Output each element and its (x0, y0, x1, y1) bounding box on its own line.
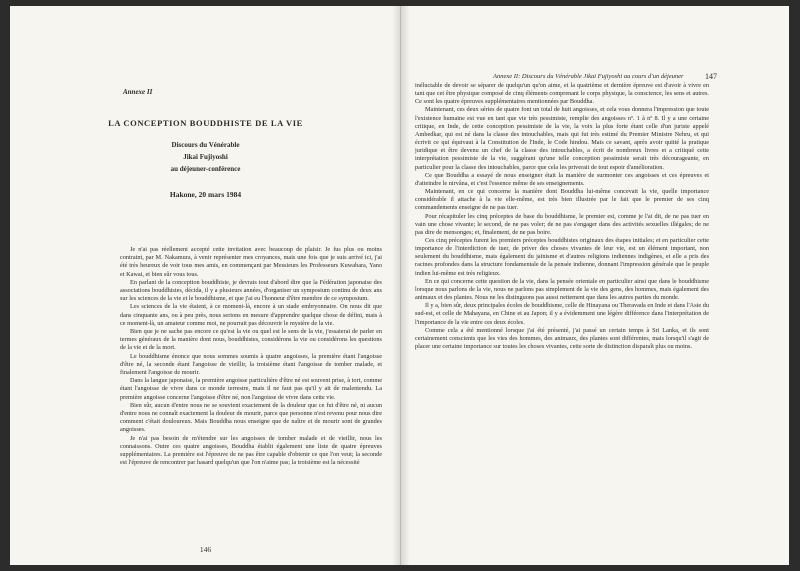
paragraph: Pour récapituler les cinq préceptes de base du bouddhisme, le premier est, comme je l'ai dit, de ne pas tuer en vain une chose vivante; le second, de ne pas voler; de ne pas s'engager dans des activités sexuelles illégales; de ne pas dire de mensonges; et, finalement, de ne pas boire. (415, 212, 709, 236)
paragraph: Je n'ai pas besoin de m'étendre sur les angoisses de tomber malade et de vieillir, nous les connaissons. Outre ces quatre angoisses, Bouddha établit également une liste de quatre épreuves supplémentaires. La première est l'épreuve de ne pas être capable d'obtenir ce que l'on veut; la seconde est l'épreuve de rencontrer par hasard quelqu'un que l'on n'aime pas; la troisième est la nécessité (120, 434, 382, 467)
document-title: LA CONCEPTION BOUDDHISTE DE LA VIE (108, 118, 303, 128)
paragraph: inéluctable de devoir se séparer de quelqu'un qu'on aime, et la quatrième et dernière épreuve est d'avoir à vivre en tant que cet être physique composé de cinq éléments comprenant le corps physique, la conscience, les sens et autres. Ce sont les quatre épreuves supplémentaires mentionnées par Bouddha. (415, 82, 709, 106)
left-page (10, 6, 401, 565)
paragraph: Maintenant, en ce qui concerne la manière dont Bouddha lui-même concevait la vie, quelle importance considérable il attache à la vie elle-même, est très bien illustrée par le fait que le premier de ses cinq commandements enseigne de ne pas tuer. (415, 188, 709, 212)
paragraph: Ce que Bouddha a essayé de nous enseigner était la manière de surmonter ces angoisses et ces épreuves et d'atteindre le nirvâna, et c'est l'essence même de ses enseignements. (415, 171, 709, 187)
annexe-label: Annexe II (123, 88, 153, 96)
paragraph: Il y a, bien sûr, deux principales écoles de bouddhisme, celle de Hinayana ou Theravada en Inde et dans l'Asie du sud-est, et celle de Mahayana, en Chine et au Japon; il y a évidemment une légère différence dans l'interprétation de l'importance de la vie entre ces deux écoles. (415, 302, 709, 326)
paragraph: Dans la langue japonaise, la première angoisse particulière d'être né est souvent prise, à tort, comme étant l'angoisse de vivre dans ce monde terrestre, mais il ne faut pas qu'il y ait de malentendu. La première angoisse concerne l'angoisse d'être né, non l'angoisse de vivre dans cette vie. (120, 377, 382, 401)
paragraph: En parlant de la conception bouddhiste, je devrais tout d'abord dire que la Fédération japonaise des associations bouddhistes, décida, il y a plusieurs années, d'organiser un symposium continu de deux ans sur les sciences de la vie et le bouddhisme, et que j'ai eu l'honneur d'être membre de ce symposium. (120, 278, 382, 303)
dateline: Hakone, 20 mars 1984 (169, 190, 242, 199)
paragraph: Bien que je ne sache pas encore ce qu'est la vie ou quel est le sens de la vie, j'essaierai de parler en termes généraux de la manière dont nous, bouddhistes, considérons la vie ou considérons les questions de la vie et de la mort. (120, 328, 382, 352)
page-number: 147 (705, 72, 717, 81)
right-page (401, 6, 789, 565)
left-body-text (120, 246, 382, 536)
paragraph: Je n'ai pas réellement accepté cette invitation avec beaucoup de plaisir. Je fus plus ou moins contraint, par M. Nakamura, à venir représenter mes croyances, mais une fois que je suis arrivé ici, j'ai été très heureux de voir tous mes amis, en commençant par Messieurs les Professeurs Kuwabara, Yano et Kawai, et bien sûr vous tous. (120, 246, 382, 278)
paragraph: Les sciences de la vie étaient, à ce moment-là, encore à un stade embryonnaire. On nous dit que dans cinquante ans, ou à peu près, nous serions en mesure d'apprendre quelque chose de défini, mais à ce moment-là, un amateur comme moi, ne pourrait pas découvrir le mystère de la vie. (120, 303, 382, 327)
paragraph: Maintenant, ces deux séries de quatre font un total de huit angoisses, et cela vous donnera l'impression que toute l'existence humaine est vue en tant que vie très pessimiste, remplie des angoisses nº. 1 à nº 8. Il y a une certaine critique, en Inde, de cette conception pessimiste de la vie, la voix la plus forte étant celle d'un juriste appelé Ambedkar, qui est né dans la classe des intouchables, mais qui fut très estimé du Premier Ministre Nehru, et qui écrivit ce qui équivaut à la Constitution de l'Inde, le Code hindou. Mais ce savant, après avoir quitté la pratique juridique et être devenu un chef de la classe des intouchables, a écrit de nombreux livres et a critiqué cette interprétation pessimiste de la vie, suggérant qu'une telle conception pessimiste serait très décourageante, en particulier pour la classe des intouchables, parce que cela les priverait de tout espoir d'amélioration. (415, 106, 709, 171)
subtitle-line: au déjeuner-conférence (170, 165, 241, 173)
paragraph: Bien sûr, aucun d'entre nous ne se souvient exactement de la douleur que ce fut d'être né, ni aucun d'entre nous ne connaît exactement la douleur de mourir, parce que personne n'est revenu pour nous dire comment c'était douloureux. Mais Bouddha nous enseigne que de naître et de mourir sont de grandes angoisses. (120, 401, 382, 434)
paragraph: En ce qui concerne cette question de la vie, dans la pensée orientale en particulier ainsi que dans le bouddhisme lorsque nous parlons de la vie, nous ne parlons pas simplement de la vie des gens, des hommes, mais également des animaux et des plantes. Nous ne les distinguons pas aussi nettement que dans les autres parties du monde. (415, 277, 709, 302)
subtitle-line: Discours du Vénérable (171, 141, 240, 149)
paragraph: Ces cinq préceptes furent les premiers préceptes bouddhistes originaux des étapes initiales; et en particulier cette importance de l'interdiction de tuer, de priver des choses vivantes de leur vie, est un élément important, non seulement du bouddhisme, mais également du jaïnisme et d'autres religions indiennes indigènes, et elle a pris des racines profondes dans la structure fondamentale de la pensée indienne, donnant l'impression générale que le peuple indien lui-même est très religieux. (415, 236, 709, 277)
running-head: Annexe II: Discours du Vénérable Jikai Fujiyoshi au cours d'un déjeuner (493, 73, 684, 80)
right-body-text (415, 82, 709, 510)
page-number: 146 (199, 545, 212, 554)
paragraph: Le bouddhisme énonce que nous sommes soumis à quatre angoisses, la première étant l'angoisse d'être né, la seconde étant l'angoisse de vieillir, la troisième étant l'angoisse de tomber malade, et finalement l'angoisse de mourir. (120, 352, 382, 377)
paragraph: Comme cela a été mentionné lorsque j'ai été présenté, j'ai passé un certain temps à Sri Lanka, et ils sont certainement conscients que les vies des hommes, des animaux, des plantes sont différentes, mais lorsqu'il s'agit de placer une certaine importance sur toutes les choses vivantes, cette sorte de distinction disparaît plus ou moins. (415, 326, 709, 350)
subtitle-line: Jikai Fujiyoshi (183, 153, 228, 161)
